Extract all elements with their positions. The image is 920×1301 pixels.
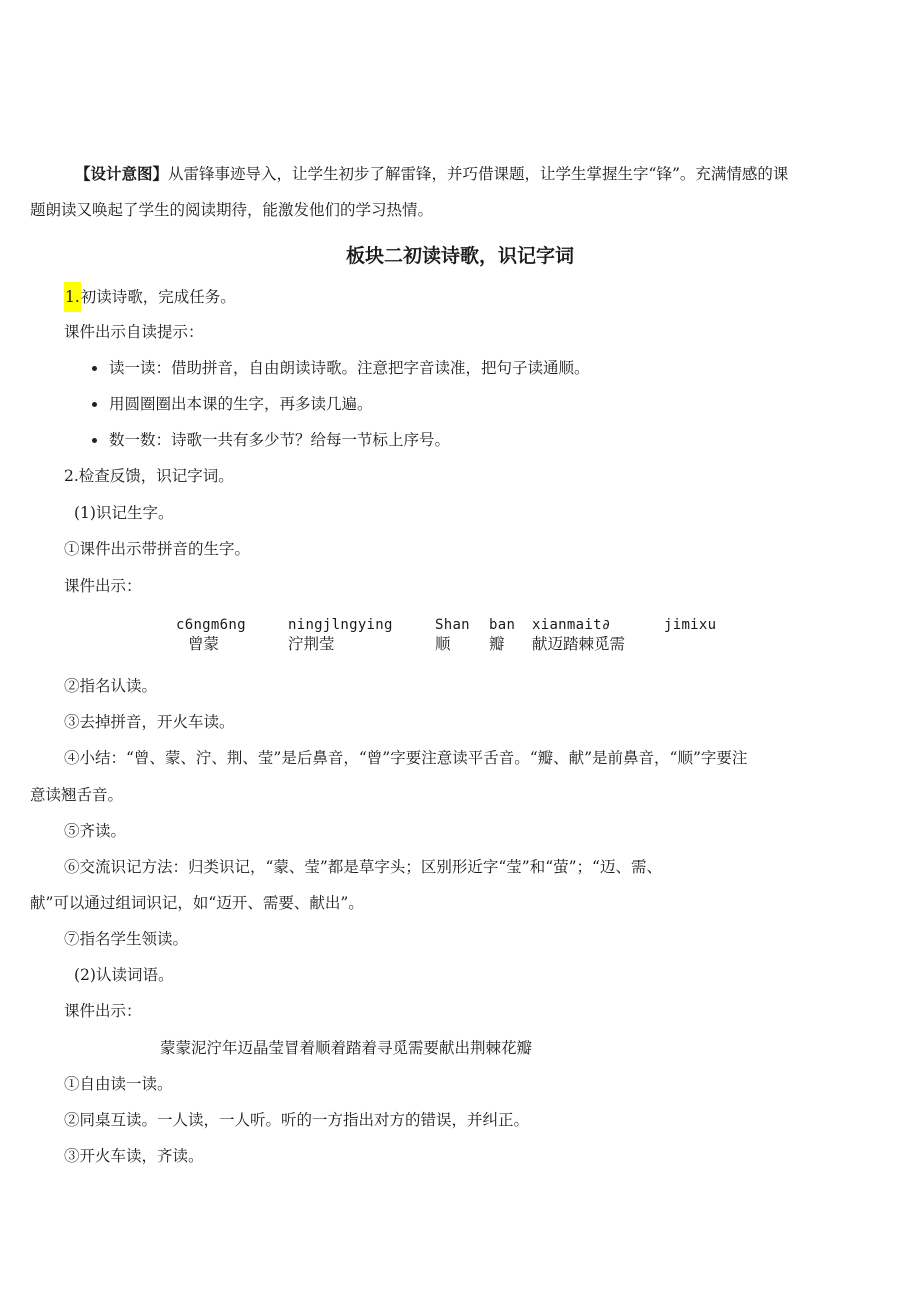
show-label: 课件出示： — [64, 577, 142, 595]
char-group: 瓣 — [489, 635, 505, 653]
hint-bullet-1: 读一读：借助拼音，自由朗读诗歌。注意把字音读准，把句子读通顺。 — [109, 359, 590, 377]
pinyin-word: Shan — [435, 617, 470, 633]
pinyin-word: c6ngm6ng — [176, 617, 246, 633]
step2-item4-line2: 意读翘舌音。 — [30, 786, 124, 804]
word-step-2: ②同桌互读。一人读，一人听。听的一方指出对方的错误，并纠正。 — [64, 1111, 530, 1129]
step2-item7: ⑦指名学生领读。 — [64, 930, 189, 948]
step2-item6-line2: 献”可以通过组词识记，如“迈开、需要、献出”。 — [30, 894, 364, 912]
step2-item3: ③去掉拼音，开火车读。 — [64, 713, 235, 731]
char-group: 顺 — [435, 635, 451, 653]
char-group: 献迈踏棘觅需 — [532, 635, 626, 653]
design-intent-line1 — [75, 163, 788, 185]
design-intent-label: 【设计意图】 — [75, 164, 169, 183]
step2-item4-line1: ④小结：“曾、蒙、泞、荆、莹”是后鼻音，“曾”字要注意读平舌音。“瓣、献”是前鼻音，“顺”字要注 — [64, 749, 748, 767]
hint-bullet-2: 用圆圈圈出本课的生字，再多读几遍。 — [109, 395, 373, 413]
char-group: 曾蒙 — [188, 635, 220, 653]
step2-item6-line1: ⑥交流识记方法：归类识记，“蒙、莹”都是草字头；区别形近字“莹”和“萤”；“迈、需、 — [64, 858, 662, 876]
word-step-3: ③开火车读，齐读。 — [64, 1147, 204, 1165]
hint-bullet-3: 数一数：诗歌一共有多少节？给每一节标上序号。 — [109, 431, 451, 449]
bullet-dot — [92, 366, 97, 371]
step2-sub1: (1)识记生字。 — [74, 504, 174, 522]
step1-line — [64, 286, 236, 308]
pinyin-word: xianmait∂ — [532, 617, 611, 633]
step1-text: 初读诗歌，完成任务。 — [80, 288, 236, 306]
char-group: 泞荆莹 — [288, 635, 335, 653]
design-intent-text-1: 从雷锋事迹导入，让学生初步了解雷锋，并巧借课题，让学生掌握生字“锋”。充满情感的课 — [168, 165, 789, 183]
step1-number: 1. — [64, 282, 81, 312]
word-step-1: ①自由读一读。 — [64, 1075, 173, 1093]
step2-title: 2.检查反馈，识记字词。 — [64, 467, 234, 485]
word-list: 蒙蒙泥泞年迈晶莹冒着顺着踏着寻觅需要献出荆棘花瓣 — [160, 1039, 533, 1057]
bullet-dot — [92, 402, 97, 407]
pinyin-word: jimixu — [664, 617, 717, 633]
pinyin-word: ban — [489, 617, 516, 633]
step2-item2: ②指名认读。 — [64, 677, 158, 695]
step2-sub2: (2)认读词语。 — [74, 966, 174, 984]
pinyin-word: ningjlngying — [288, 617, 393, 633]
design-intent-line2: 题朗读又唤起了学生的阅读期待，能激发他们的学习热情。 — [30, 201, 434, 219]
step2-item5: ⑤齐读。 — [64, 822, 127, 840]
section-title: 板块二初读诗歌，识记字词 — [345, 245, 574, 267]
bullet-dot — [92, 438, 97, 443]
step1-hint-title: 课件出示自读提示： — [64, 323, 204, 341]
show-label-2: 课件出示： — [64, 1002, 142, 1020]
step2-item1: ①课件出示带拼音的生字。 — [64, 540, 251, 558]
